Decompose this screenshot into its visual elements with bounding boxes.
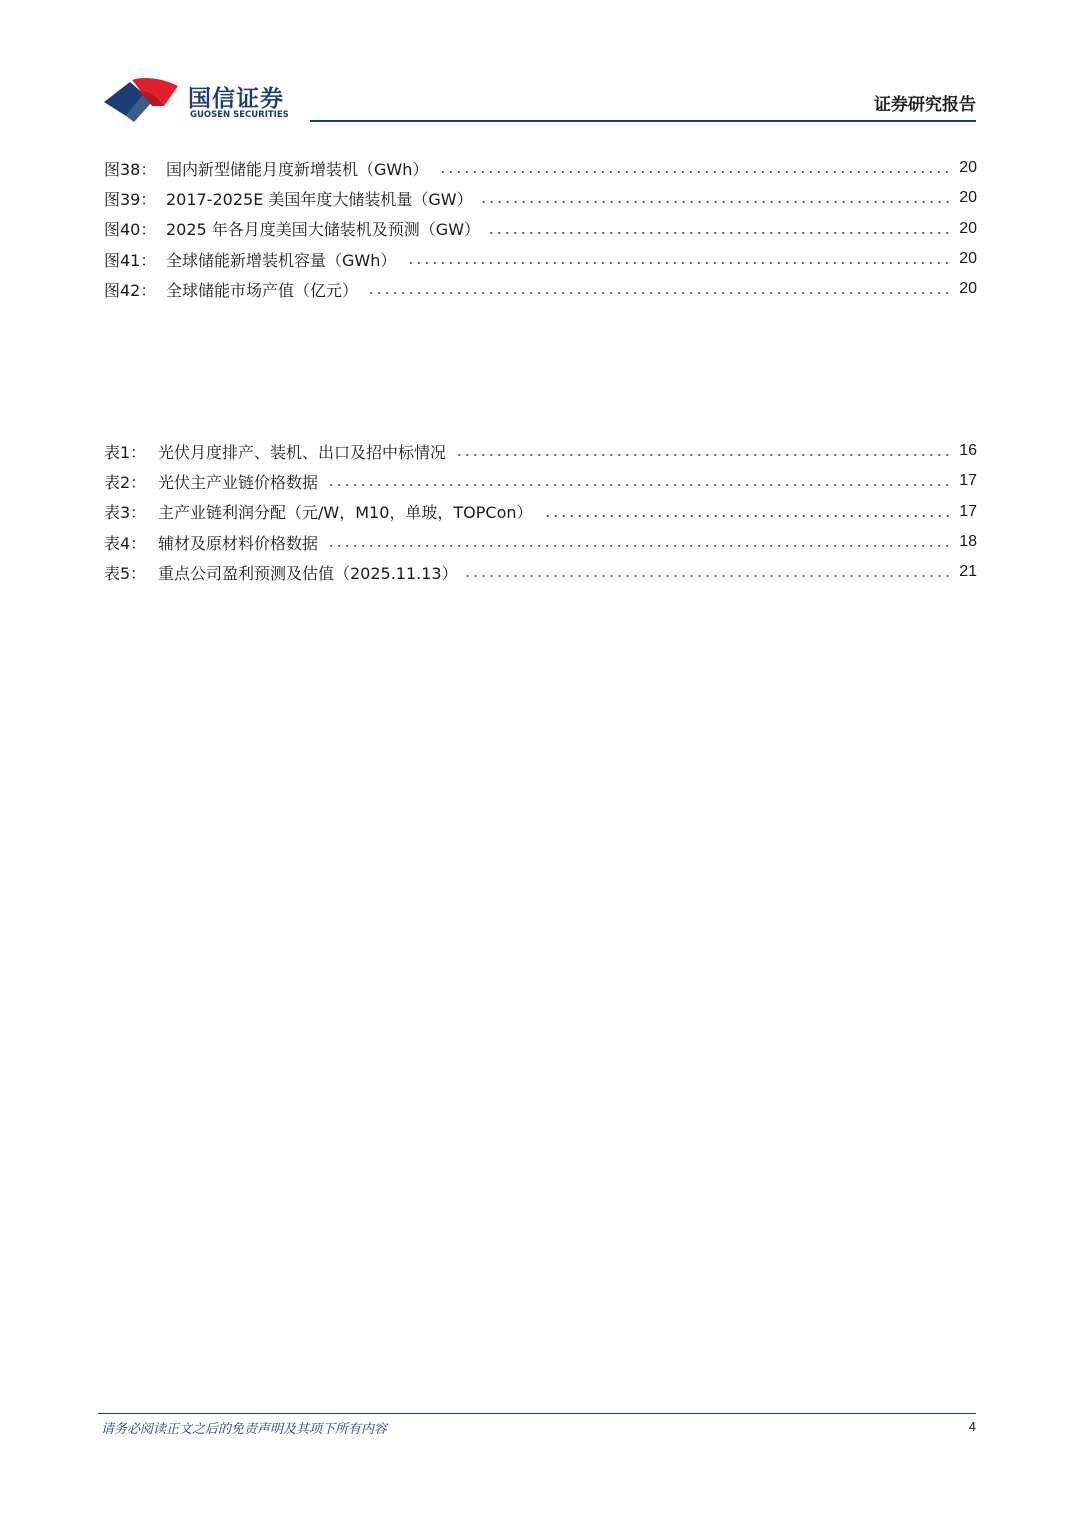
page-header: [0, 0, 1080, 130]
toc-entry-label: 图39：: [104, 189, 157, 209]
toc-entry-label: 表4：: [104, 533, 147, 553]
toc-entry-table-4[interactable]: [104, 527, 977, 557]
toc-entry-page: 18: [959, 533, 977, 551]
toc-entry-page: 17: [959, 502, 977, 520]
toc-entry-label: 表3：: [104, 503, 147, 523]
toc-entry-label: 图42：: [104, 280, 157, 300]
toc-entry-table-2[interactable]: [104, 466, 977, 496]
toc-entry-label: 表1：: [104, 442, 147, 462]
toc-dot-leader: [326, 484, 951, 486]
toc-entry-page: 16: [959, 442, 977, 460]
toc-entry-label: 表2：: [104, 472, 147, 492]
guosen-logo: [104, 76, 304, 126]
toc-entry-table-5[interactable]: [104, 557, 977, 587]
toc-entry-page: 20: [959, 219, 977, 237]
toc-entry-title: 全球储能市场产值（亿元）: [166, 280, 359, 300]
footer-disclaimer: 请务必阅读正文之后的免责声明及其项下所有内容: [101, 1422, 388, 1437]
toc-entry-title: 重点公司盈利预测及估值（2025.11.13）: [158, 563, 458, 583]
report-type-label: 证券研究报告: [874, 95, 976, 115]
toc-entry-label: 表5：: [104, 563, 147, 583]
toc-entry-table-3[interactable]: [104, 497, 977, 527]
toc-entry-figure-39[interactable]: [104, 183, 977, 213]
toc-entry-figure-42[interactable]: [104, 274, 977, 304]
toc-dot-leader: [481, 201, 952, 203]
toc-entry-title: 2017-2025E 美国年度大储装机量（GW）: [166, 189, 473, 209]
toc-entry-page: 21: [959, 563, 977, 581]
guosen-logo-icon: [104, 76, 184, 124]
toc-dot-leader: [404, 262, 951, 264]
logo-english-name: GUOSEN SECURITIES: [190, 110, 289, 120]
toc-entry-figure-38[interactable]: [104, 153, 977, 183]
toc-entry-figure-40[interactable]: [104, 214, 977, 244]
footer-divider: [98, 1413, 976, 1414]
page-number: 4: [968, 1419, 976, 1434]
toc-entry-page: 20: [959, 250, 977, 268]
toc-entry-table-1[interactable]: [104, 436, 977, 466]
toc-dot-leader: [541, 515, 952, 517]
toc-dot-leader: [326, 545, 951, 547]
toc-entry-title: 全球储能新增装机容量（GWh）: [166, 250, 397, 270]
table-list: [104, 436, 977, 587]
toc-entry-figure-41[interactable]: [104, 244, 977, 274]
toc-entry-page: 20: [959, 189, 977, 207]
toc-entry-title: 辅材及原材料价格数据: [158, 533, 319, 553]
toc-entry-title: 光伏主产业链价格数据: [158, 472, 319, 492]
header-divider: [310, 120, 976, 122]
toc-entry-page: 20: [959, 280, 977, 298]
figure-list: [104, 153, 977, 304]
toc-dot-leader: [366, 292, 951, 294]
toc-dot-leader: [436, 171, 951, 173]
toc-entry-page: 17: [959, 472, 977, 490]
toc-dot-leader: [454, 454, 951, 456]
toc-entry-title: 主产业链利润分配（元/W，M10，单玻，TOPCon）: [158, 503, 533, 523]
toc-entry-title: 光伏月度排产、装机、出口及招中标情况: [158, 442, 447, 462]
toc-entry-label: 图40：: [104, 220, 157, 240]
toc-entry-title: 国内新型储能月度新增装机（GWh）: [166, 159, 429, 179]
toc-entry-label: 图38：: [104, 159, 157, 179]
toc-dot-leader: [488, 232, 951, 234]
logo-chinese-name: 国信证券: [188, 86, 284, 112]
toc-entry-title: 2025 年各月度美国大储装机及预测（GW）: [166, 220, 481, 240]
toc-dot-leader: [466, 575, 952, 577]
toc-entry-page: 20: [959, 159, 977, 177]
toc-entry-label: 图41：: [104, 250, 157, 270]
